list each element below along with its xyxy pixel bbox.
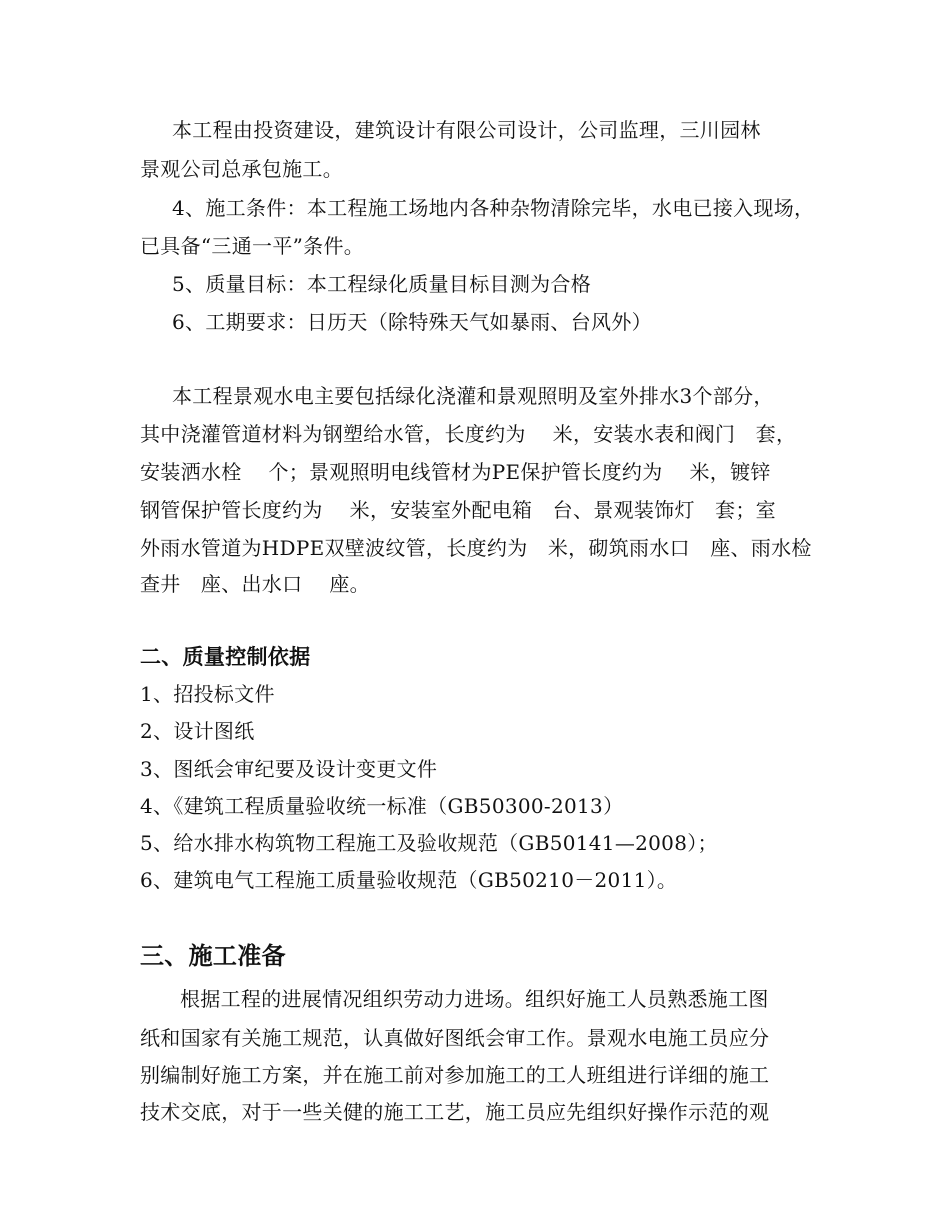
quality-target-item: 5、质量目标：本工程绿化质量目标目测为合格 <box>172 272 592 296</box>
construction-conditions-item-continued: 已具备“三通一平”条件。 <box>140 234 365 258</box>
construction-prep-line: 别编制好施工方案，并在施工前对参加施工的工人班组进行详细的施工 <box>140 1063 770 1087</box>
section-heading-quality-basis: 二、质量控制依据 <box>140 644 311 669</box>
quality-basis-item: 6、建筑电气工程施工质量验收规范（GB50210－2011）。 <box>140 868 678 892</box>
construction-prep-line: 纸和国家有关施工规范，认真做好图纸会审工作。景观水电施工员应分 <box>140 1026 770 1050</box>
quality-basis-item: 1、招投标文件 <box>140 682 275 706</box>
scope-paragraph-line: 其中浇灌管道材料为钢塑给水管，长度约为 米，安装水表和阀门 套， <box>140 422 797 446</box>
construction-conditions-item: 4、施工条件：本工程施工场地内各种杂物清除完毕，水电已接入现场， <box>172 196 815 220</box>
quality-basis-item: 5、给水排水构筑物工程施工及验收规范（GB50141—2008）； <box>140 831 718 855</box>
construction-prep-line: 根据工程的进展情况组织劳动力进场。组织好施工人员熟悉施工图 <box>180 987 769 1011</box>
scope-paragraph-line: 查井 座、出水口 座。 <box>140 572 370 596</box>
construction-prep-line: 技术交底，对于一些关健的施工工艺，施工员应先组织好操作示范的观 <box>140 1100 770 1124</box>
quality-basis-item: 3、图纸会审纪要及设计变更文件 <box>140 757 438 781</box>
section-heading-construction-prep: 三、施工准备 <box>140 941 286 970</box>
schedule-requirement-item: 6、工期要求：日历天（除特殊天气如暴雨、台风外） <box>172 310 652 334</box>
scope-paragraph-line: 钢管保护管长度约为 米，安装室外配电箱 台、景观装饰灯 套；室 <box>140 498 776 522</box>
quality-basis-item: 4、《建筑工程质量验收统一标准（GB50300-2013） <box>140 794 624 818</box>
quality-basis-item: 2、设计图纸 <box>140 719 255 743</box>
intro-paragraph-line: 景观公司总承包施工。 <box>140 157 343 181</box>
scope-paragraph-line: 本工程景观水电主要包括绿化浇灌和景观照明及室外排水3个部分， <box>172 384 774 408</box>
scope-paragraph-line: 外雨水管道为HDPE双壁波纹管，长度约为 米，砌筑雨水口 座、雨水检 <box>140 536 812 560</box>
scope-paragraph-line: 安装洒水栓 个；景观照明电线管材为PE保护管长度约为 米，镀锌 <box>140 460 771 484</box>
intro-paragraph-line: 本工程由投资建设，建筑设计有限公司设计，公司监理，三川园林 <box>172 118 761 142</box>
